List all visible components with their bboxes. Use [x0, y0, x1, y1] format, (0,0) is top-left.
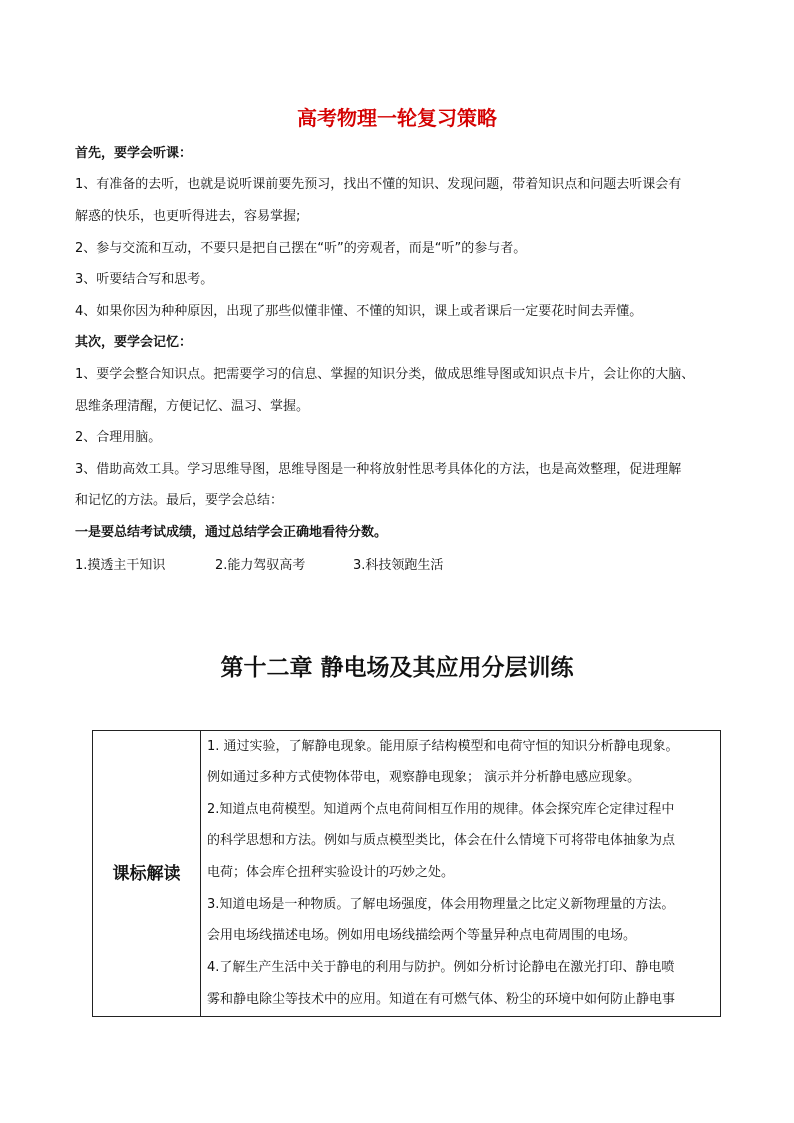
curriculum-standards-table [92, 730, 721, 1017]
table-text-line: 4.了解生产生活中关于静电的利用与防护。例如分析讨论静电在激光打印、静电喷 [207, 960, 675, 975]
table-text-line: 3.知道电场是一种物质。了解电场强度，体会用物理量之比定义新物理量的方法。 [207, 897, 675, 912]
table-text-line: 1. 通过实验，了解静电现象。能用原子结构模型和电荷守恒的知识分析静电现象。 [207, 739, 679, 754]
table-text-line: 例如通过多种方式使物体带电，观察静电现象； 演示并分析静电感应现象。 [207, 770, 641, 785]
table-text-line: 电荷；体会库仑扭秤实验设计的巧妙之处。 [207, 865, 455, 880]
table-text-line: 2.知道点电荷模型。知道两个点电荷间相互作用的规律。体会探究库仑定律过程中 [207, 802, 675, 817]
paragraph-line: 1、有准备的去听，也就是说听课前要先预习，找出不懂的知识、发现问题，带着知识点和问题去听课会有 [75, 177, 682, 192]
paragraph-line: 1、要学会整合知识点。把需要学习的信息、掌握的知识分类，做成思维导图或知识点卡片，会让你的大脑、 [75, 367, 695, 382]
table-label: 课标解读 [112, 864, 181, 884]
key-points-row [75, 557, 443, 575]
key-point: 1.摸透主干知识 [75, 558, 166, 573]
section-heading-memory: 其次，要学会记忆： [75, 335, 193, 350]
key-point: 3.科技领跑生活 [353, 558, 444, 573]
paragraph-line: 3、借助高效工具。学习思维导图，思维导图是一种将放射性思考具体化的方法，也是高效整理，促进理解 [75, 462, 682, 477]
section-heading-listening: 首先，要学会听课： [75, 146, 193, 161]
paragraph-line: 解惑的快乐，也更听得进去，容易掌握; [75, 209, 301, 224]
paragraph-line: 和记忆的方法。最后，要学会总结： [75, 493, 284, 508]
table-text-line: 会用电场线描述电场。例如用电场线描绘两个等量异种点电荷周围的电场。 [207, 928, 637, 943]
table-text-line: 的科学思想和方法。例如与质点模型类比，体会在什么情境下可将带电体抽象为点 [207, 833, 676, 848]
table-label-cell [93, 731, 201, 1016]
paragraph-line: 思维条理清醒，方便记忆、温习、掌握。 [75, 399, 310, 414]
paragraph-line: 2、参与交流和互动，不要只是把自己摆在“听”的旁观者，而是“听”的参与者。 [75, 241, 527, 256]
document-title: 高考物理一轮复习策略 [297, 106, 497, 130]
paragraph-line: 3、听要结合写和思考。 [75, 272, 214, 287]
key-point: 2.能力驾驭高考 [215, 558, 306, 573]
chapter-title: 第十二章 静电场及其应用分层训练 [220, 654, 574, 681]
paragraph-line: 2、合理用脑。 [75, 430, 162, 445]
paragraph-line: 4、如果你因为种种原因，出现了那些似懂非懂、不懂的知识，课上或者课后一定要花时间去弄懂。 [75, 304, 643, 319]
table-text-line: 雾和静电除尘等技术中的应用。知道在有可燃气体、粉尘的环境中如何防止静电事 [207, 992, 676, 1007]
section-heading-summary: 一是要总结考试成绩，通过总结学会正确地看待分数。 [75, 525, 388, 540]
